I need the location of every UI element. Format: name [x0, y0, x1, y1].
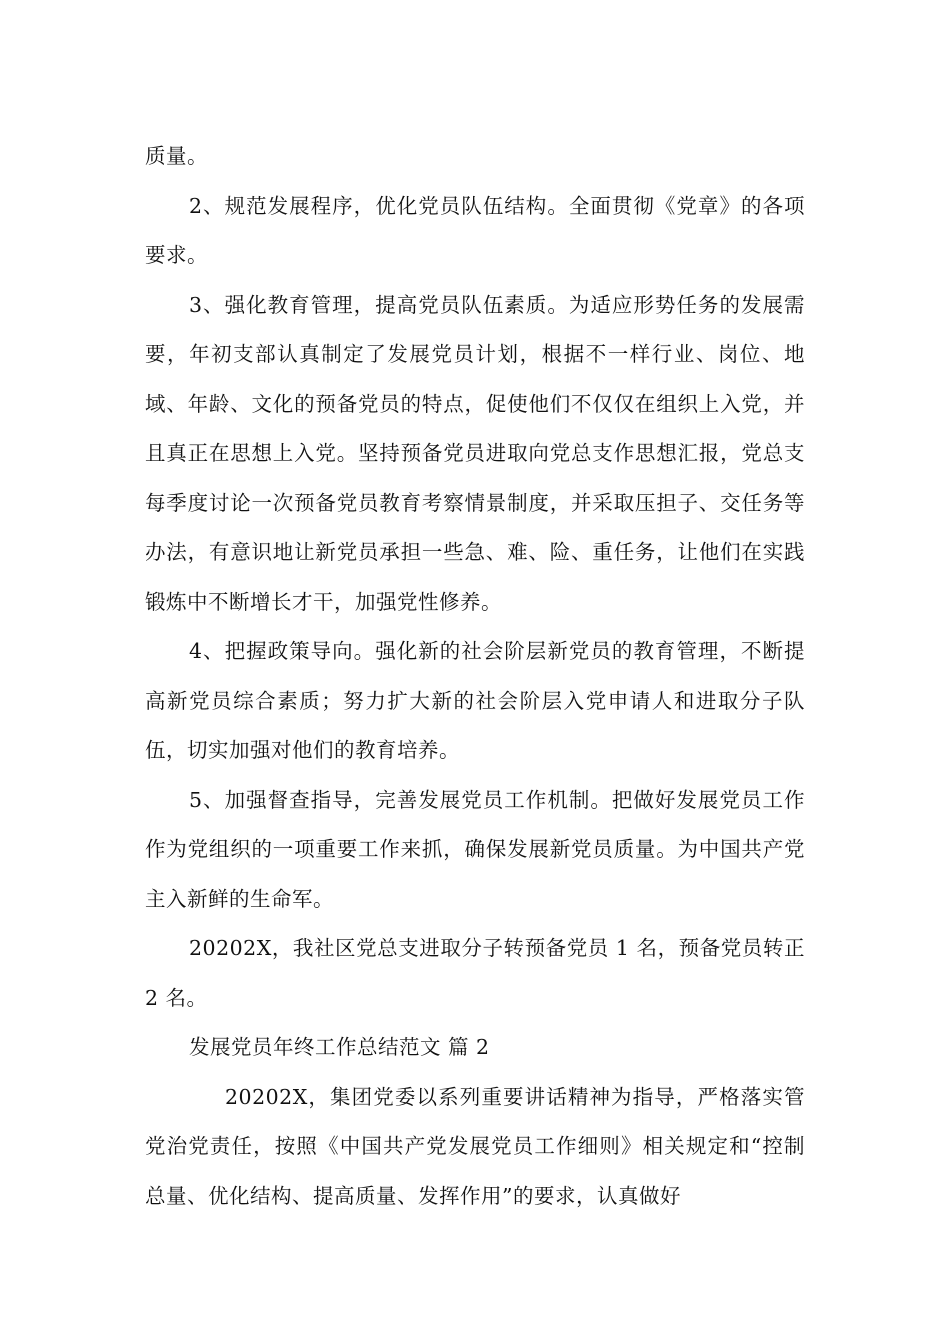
paragraph-item-4: 4、把握政策导向。强化新的社会阶层新党员的教育管理，不断提高新党员综合素质；努力扩大新的社会阶层入党申请人和进取分子队伍，切实加强对他们的教育培养。: [145, 639, 805, 762]
paragraph-summary: 20202X，我社区党总支进取分子转预备党员 1 名，预备党员转正 2 名。: [145, 936, 805, 1010]
paragraph-item-5: 5、加强督查指导，完善发展党员工作机制。把做好发展党员工作作为党组织的一项重要工作来抓，确保发展新党员质量。为中国共产党主入新鲜的生命军。: [145, 787, 805, 911]
document-body: [145, 132, 805, 1221]
section-heading: 发展党员年终工作总结范文 篇 2: [189, 1035, 490, 1059]
paragraph-item-3: 3、强化教育管理，提高党员队伍素质。为适应形势任务的发展需要，年初支部认真制定了发展党员计划，根据不一样行业、岗位、地域、年龄、文化的预备党员的特点，促使他们不仅仅在组织上入党，并且真正在思想上入党。坚持预备党员进取向党总支作思想汇报，党总支每季度讨论一次预备党员教育考察情景制度，并采取压担子、交任务等办法，有意识地让新党员承担一些急、难、险、重任务，让他们在实践锻炼中不断增长才干，加强党性修养。: [145, 292, 805, 614]
paragraph-section-intro: 20202X，集团党委以系列重要讲话精神为指导，严格落实管党治党责任，按照《中国共产党发展党员工作细则》相关规定和“控制总量、优化结构、提高质量、发挥作用”的要求，认真做好: [145, 1084, 805, 1208]
paragraph-item-2: 2、规范发展程序，优化党员队伍结构。全面贯彻《党章》的各项要求。: [145, 193, 805, 267]
paragraph-continuation: 质量。: [145, 144, 208, 168]
